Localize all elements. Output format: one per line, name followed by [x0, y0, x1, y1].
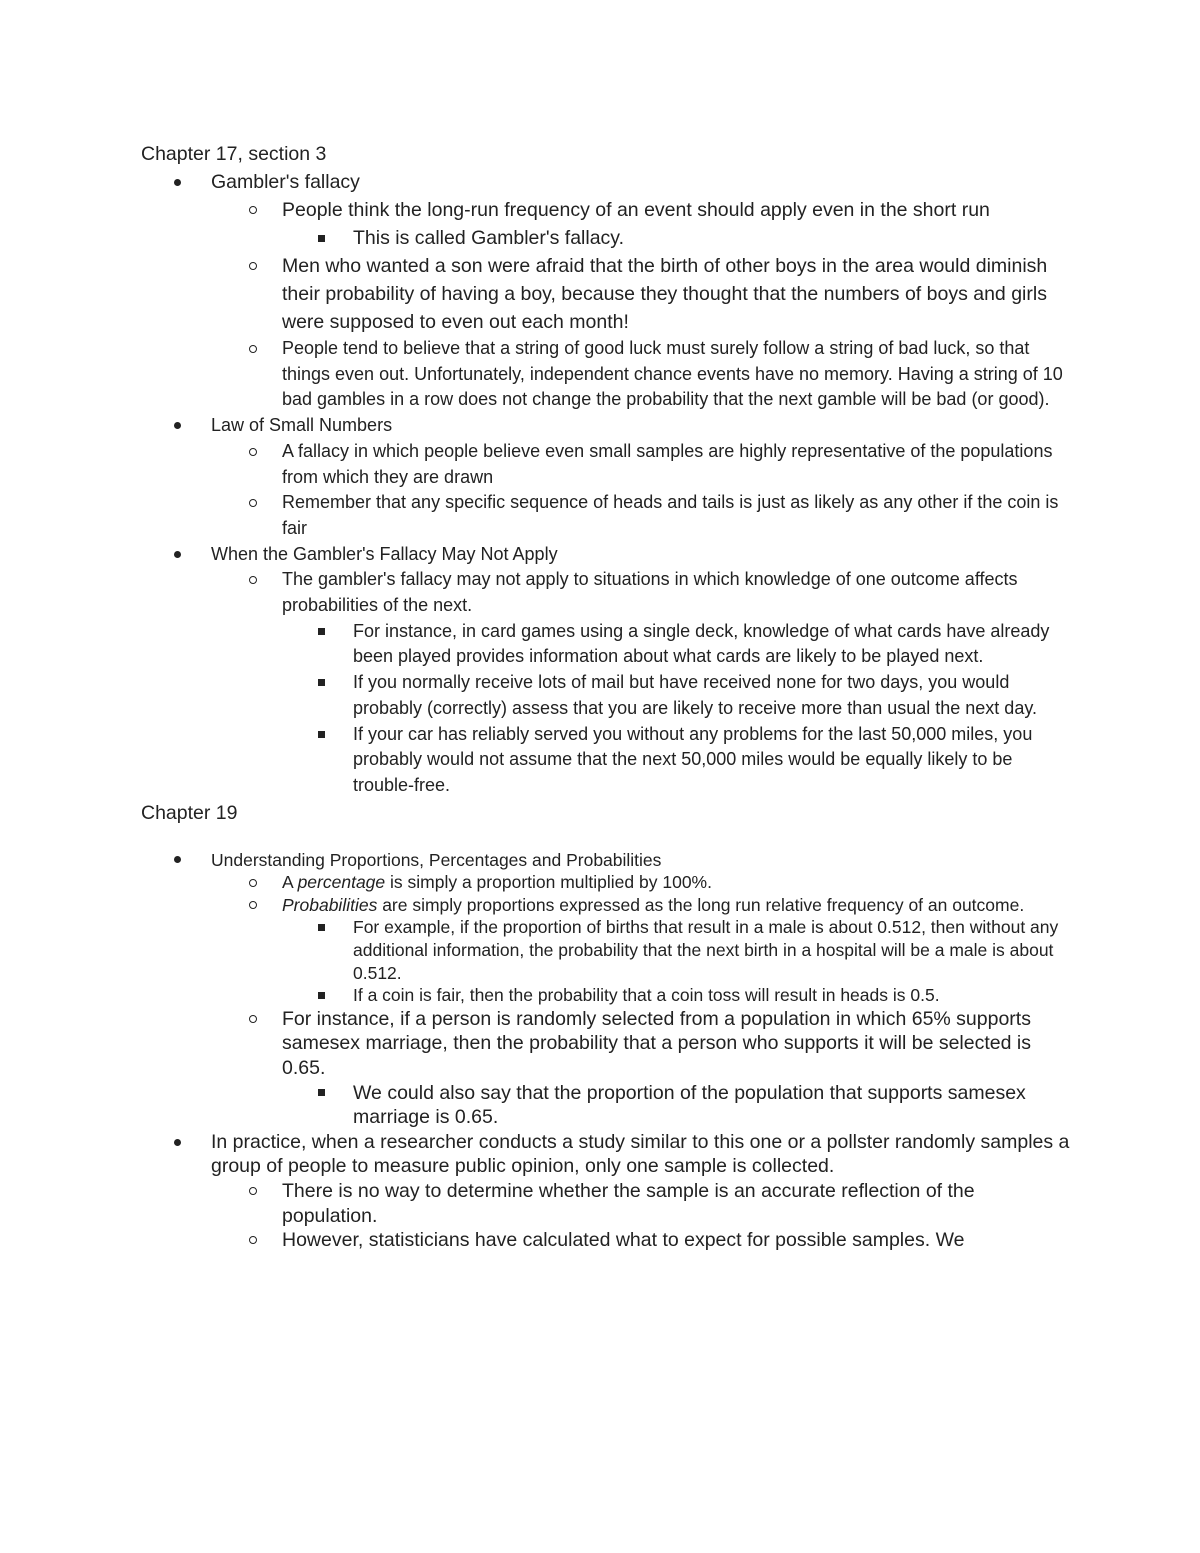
square-bullet-icon	[318, 619, 325, 645]
list-item-label: Gambler's fallacy	[211, 171, 360, 193]
hollow-circle-bullet-icon	[249, 1179, 257, 1204]
list-item-text: The gambler's fallacy may not apply to situations in which knowledge of one outcome affects probabilities of the next.	[282, 569, 1018, 616]
list-item-text: For instance, in card games using a single deck, knowledge of what cards have already been played provides information about what cards are likely to be played next.	[353, 620, 1050, 667]
list-item-understanding-proportions	[141, 849, 1071, 1130]
hollow-circle-bullet-icon	[249, 871, 257, 894]
list-item-label: When the Gambler's Fallacy May Not Apply	[211, 543, 558, 564]
list-item-text: We could also say that the proportion of the population that supports samesex marriage is 0.65.	[353, 1081, 1026, 1129]
list-item	[282, 619, 1071, 670]
hollow-circle-bullet-icon	[249, 894, 257, 917]
hollow-circle-bullet-icon	[249, 336, 257, 362]
hollow-circle-bullet-icon	[249, 1007, 257, 1032]
list-item	[211, 336, 1071, 413]
list-item-text: Men who wanted a son were afraid that the birth of other boys in the area would diminish their probability of having a boy, because they thought that the numbers of boys and girls were supposed to even out each month!	[282, 255, 1048, 333]
square-bullet-icon	[318, 224, 325, 252]
list-item	[282, 722, 1071, 799]
list-item	[211, 252, 1071, 336]
list-item	[282, 670, 1071, 721]
list-item-text: There is no way to determine whether the sample is an accurate reflection of the population.	[282, 1179, 975, 1227]
hollow-circle-bullet-icon	[249, 567, 257, 593]
list-item-when-fallacy-may-not-apply	[141, 542, 1071, 799]
list-item-law-of-small-numbers	[141, 413, 1071, 542]
list-item-text: If you normally receive lots of mail but have received none for two days, you would probably (correctly) assess that you are likely to receive more than usual the next day.	[353, 672, 1037, 718]
hollow-circle-bullet-icon	[249, 1228, 257, 1253]
hollow-circle-bullet-icon	[249, 196, 257, 224]
emphasized-term: percentage	[297, 872, 386, 893]
list-item-text: For instance, if a person is randomly selected from a population in which 65% supports samesex marriage, then the probability that a person who supports it will be selected is 0.65.	[282, 1007, 1031, 1079]
list-item	[211, 490, 1071, 541]
list-item-text: Remember that any specific sequence of heads and tails is just as likely as any other if the coin is fair	[282, 492, 1059, 538]
list-item	[211, 1179, 1071, 1228]
list-item	[211, 439, 1071, 490]
square-bullet-icon	[318, 722, 325, 748]
list-item	[211, 871, 1071, 894]
filled-circle-bullet-icon	[174, 849, 181, 872]
emphasized-term: Probabilities	[282, 894, 378, 915]
list-item-text: People tend to believe that a string of good luck must surely follow a string of bad luck, so that things even out. Unfortunately, independent chance events have no memory. Having a string of 10 bad gambles in a row does not change the probability that the next gamble will be bad (or good).	[282, 338, 1063, 410]
square-bullet-icon	[318, 984, 325, 1007]
list-item	[282, 224, 1071, 252]
list-item	[211, 567, 1071, 798]
square-bullet-icon	[318, 916, 325, 939]
list-item-text: This is called Gambler's fallacy.	[353, 227, 625, 249]
list-item-text-prefix: A	[282, 872, 298, 893]
chapter-19-heading: Chapter 19	[141, 801, 238, 824]
hollow-circle-bullet-icon	[249, 490, 257, 516]
list-item-text: However, statisticians have calculated what to expect for possible samples. We	[282, 1229, 965, 1252]
list-item	[211, 196, 1071, 252]
list-item-gamblers-fallacy	[141, 168, 1071, 413]
chapter-19-list	[141, 849, 1071, 1253]
list-item-label: Law of Small Numbers	[211, 415, 393, 436]
list-item	[282, 916, 1071, 984]
hollow-circle-bullet-icon	[249, 439, 257, 465]
list-item	[282, 1081, 1071, 1130]
list-item-text: is simply a proportion multiplied by 100%.	[385, 872, 712, 893]
filled-circle-bullet-icon	[174, 168, 181, 196]
document-page	[141, 140, 1071, 1253]
list-item	[211, 1007, 1071, 1130]
list-item-label: In practice, when a researcher conducts a study similar to this one or a pollster randomly samples a group of people to measure public opinion, only one sample is collected.	[211, 1130, 1070, 1178]
list-item	[211, 894, 1071, 1007]
list-item	[211, 1228, 1071, 1253]
list-item	[282, 984, 1071, 1007]
chapter-17-heading: Chapter 17, section 3	[141, 143, 327, 165]
list-item-text: If a coin is fair, then the probability that a coin toss will result in heads is 0.5.	[353, 985, 940, 1006]
list-item-text: If your car has reliably served you without any problems for the last 50,000 miles, you probably would not assume that the next 50,000 miles would be equally likely to be trouble-free.	[353, 723, 1033, 795]
chapter-17-list	[141, 168, 1071, 799]
square-bullet-icon	[318, 1081, 325, 1106]
filled-circle-bullet-icon	[174, 413, 181, 439]
square-bullet-icon	[318, 670, 325, 696]
list-item-label: Understanding Proportions, Percentages and Probabilities	[211, 849, 662, 870]
filled-circle-bullet-icon	[174, 542, 181, 568]
list-item-in-practice	[141, 1130, 1071, 1253]
list-item-text: A fallacy in which people believe even small samples are highly representative of the populations from which they are drawn	[282, 440, 1053, 487]
list-item-text: are simply proportions expressed as the long run relative frequency of an outcome.	[377, 894, 1025, 915]
hollow-circle-bullet-icon	[249, 252, 257, 280]
list-item-text: For example, if the proportion of births that result in a male is about 0.512, then without any additional information, the probability that the next birth in a hospital will be a male is about 0.512.	[353, 917, 1059, 983]
filled-circle-bullet-icon	[174, 1130, 181, 1155]
list-item-text: People think the long-run frequency of an event should apply even in the short run	[282, 199, 990, 221]
